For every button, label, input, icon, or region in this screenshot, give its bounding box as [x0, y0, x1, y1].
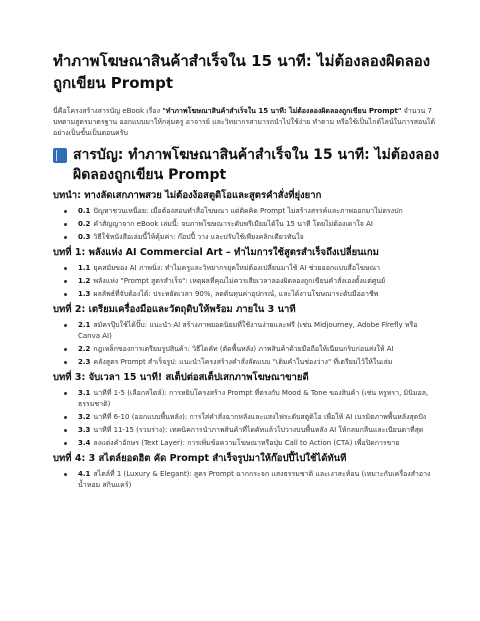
item-text: ลงแต่งคำอักษร (Text Layer): การเพิ่มข้อความโฆษณาหรือปุ่ม Call to Action (CTA) เพื่อปิดการขาย: [93, 439, 400, 447]
list-item: [53, 357, 440, 368]
item-text: นาทีที่ 11-15 (รวมร่าง): เทคนิคการนำภาพสินค้าที่ไดคัทแล้วไปวางบนพื้นหลัง AI ให้กลมกลืนและเนียนตาที่สุด: [93, 426, 424, 434]
section-heading: บทนำ: ทางลัดเสกภาพสวย ไม่ต้องง้อสตูดิโอและสูตรคำสั่งที่ยุ่งยาก: [53, 190, 322, 201]
list-item: [53, 469, 440, 491]
list-item: [53, 320, 440, 342]
item-number: 3.2: [78, 413, 91, 421]
item-text: นาทีที่ 1-5 (เลือกสไตล์): การหยิบโครงสร้าง Prompt ที่ตรงกับ Mood & Tone ของสินค้า (เช่น หรูหรา, มินิมอล, ธรรมชาติ): [78, 389, 429, 408]
section-heading: บทที่ 3: จับเวลา 15 นาที! สเต็ปต่อสเต็ปเสกภาพโฆษณาขายดี: [53, 372, 309, 383]
item-text: สไตล์ที่ 1 (Luxury & Elegant): สูตร Prompt ฉากกระจก แสงธรรมชาติ และเงาสะท้อน (เหมาะกับเครื่องสำอาง น้ำหอม สกินแคร์): [78, 470, 431, 489]
item-text: คำสัญญาจาก eBook เล่มนี้: จบภาพโฆษณาระดับพรีเมียมได้ใน 15 นาที โดยไม่ต้องเดาใจ AI: [93, 220, 373, 228]
item-text: คลังสูตร Prompt สำเร็จรูป: แนะนำโครงสร้างคำสั่งลัดแบบ "เติมคำในช่องว่าง" ที่เตรียมไว้ให้ในเล่ม: [93, 358, 393, 366]
section-item-list: [53, 206, 440, 243]
item-number: 1.2: [78, 277, 91, 285]
section-item-list: [53, 320, 440, 368]
item-text: ผลลัพธ์ที่จับต้องได้: ประหยัดเวลา 90%, ลดต้นทุนค่าอุปกรณ์, และได้งานโฆษณาระดับมืออาชีพ: [93, 290, 379, 298]
item-number: 2.1: [78, 321, 91, 329]
toc-heading-text: สารบัญ: ทำภาพโฆษณาสินค้าสำเร็จใน 15 นาที: ไม่ต้องลองผิดลองถูกเขียน Prompt: [73, 147, 440, 183]
list-item: [53, 276, 440, 287]
section-heading: บทที่ 4: 3 สไตล์ยอดฮิต คัด Prompt สำเร็จรูปมาให้ก๊อปปี้ไปใช้ได้ทันที: [53, 453, 347, 464]
intro-prefix: นี่คือโครงสร้างสารบัญ eBook เรื่อง: [53, 107, 163, 115]
item-number: 1.1: [78, 264, 91, 272]
item-number: 0.2: [78, 220, 91, 228]
list-item: [53, 206, 440, 217]
section-item-list: [53, 388, 440, 449]
item-number: 1.3: [78, 290, 91, 298]
list-item: [53, 263, 440, 274]
item-text: ปัญหาชวนเหนื่อย: เมื่อต้องสอนทำสื่อโฆษณา แต่ติดคิด Prompt ไม่สร้างสรรค์และภาพออกมาไม่ตรงปก: [93, 207, 403, 215]
toc-sections: [53, 189, 440, 491]
list-item: [53, 289, 440, 300]
list-item: [53, 232, 440, 243]
book-icon: [53, 148, 67, 163]
item-number: 2.3: [78, 358, 91, 366]
item-number: 0.1: [78, 207, 91, 215]
list-item: [53, 438, 440, 449]
list-item: [53, 344, 440, 355]
section-heading: บทที่ 1: พลังแห่ง AI Commercial Art – ทำไมการใช้สูตรสำเร็จถึงเปลี่ยนเกม: [53, 247, 379, 258]
list-item: [53, 425, 440, 436]
item-number: 3.4: [78, 439, 91, 447]
section-item-list: [53, 263, 440, 300]
intro-bold-title: "ทำภาพโฆษณาสินค้าสำเร็จใน 15 นาที: ไม่ต้องลองผิดลองถูกเขียน Prompt": [162, 107, 402, 115]
item-text: สมัครปุ๊บใช้ได้ปั๊บ: แนะนำ AI สร้างภาพยอดนิยมที่ใช้งานง่ายและฟรี (เช่น Midjourney, Adobe Firefly หรือ Canva AI): [78, 321, 418, 340]
list-item: [53, 388, 440, 410]
item-number: 0.3: [78, 233, 91, 241]
section-heading: บทที่ 2: เตรียมเครื่องมือและวัตถุดิบให้พร้อม ภายใน 3 นาที: [53, 304, 296, 315]
intro-suffix: จำนวน 7 บทตามสูตรมาตรฐาน ออกแบบมาให้กลุ่มครู อาจารย์ และวิทยากรสามารถนำไปใช้ง่าย ทำตาม หรือใช้เป็นไกด์ไลน์ในการสอนได้อย่างเป็นขั้นเป็นตอนครับ: [53, 107, 436, 137]
item-text: ยุคสมัยของ AI ภาพนิ่ง: ทำไมครูและวิทยากรยุคใหม่ต้องเปลี่ยนมาใช้ AI ช่วยออกแบบสื่อโฆษณา: [93, 264, 381, 272]
item-number: 3.3: [78, 426, 91, 434]
item-text: พลังแห่ง "Prompt สูตรสำเร็จ": เหตุผลที่คุณไม่ควรเสียเวลาลองผิดลองถูกเขียนคำสั่งเองตั้งแต่ศูนย์: [93, 277, 386, 285]
intro-paragraph: [53, 106, 440, 139]
item-number: 4.1: [78, 470, 91, 478]
list-item: [53, 219, 440, 230]
item-text: กฎเหล็กของการเตรียมรูปสินค้า: วิธีไดคัท (ตัดพื้นหลัง) ภาพสินค้าด้วยมือถือให้เนียนกริบก่อนส่งให้ AI: [93, 345, 394, 353]
section-item-list: [53, 469, 440, 491]
document-title: ทำภาพโฆษณาสินค้าสำเร็จใน 15 นาที: ไม่ต้องลองผิดลองถูกเขียน Prompt: [53, 52, 431, 92]
item-number: 2.2: [78, 345, 91, 353]
item-text: นาทีที่ 6-10 (ออกแบบพื้นหลัง): การใส่คำสั่งฉากหลังและแสงไฟระดับสตูดิโอ เพื่อให้ AI เนรมิตภาพพื้นหลังสุดปัง: [93, 413, 427, 421]
toc-heading: [53, 145, 440, 185]
item-number: 3.1: [78, 389, 91, 397]
list-item: [53, 412, 440, 423]
item-text: วิธีใช้หนังสือเล่มนี้ให้คุ้มค่า: ก๊อปปี้ วาง และปรับใช้เพียงคลิกเดียวทันใจ: [93, 233, 304, 241]
